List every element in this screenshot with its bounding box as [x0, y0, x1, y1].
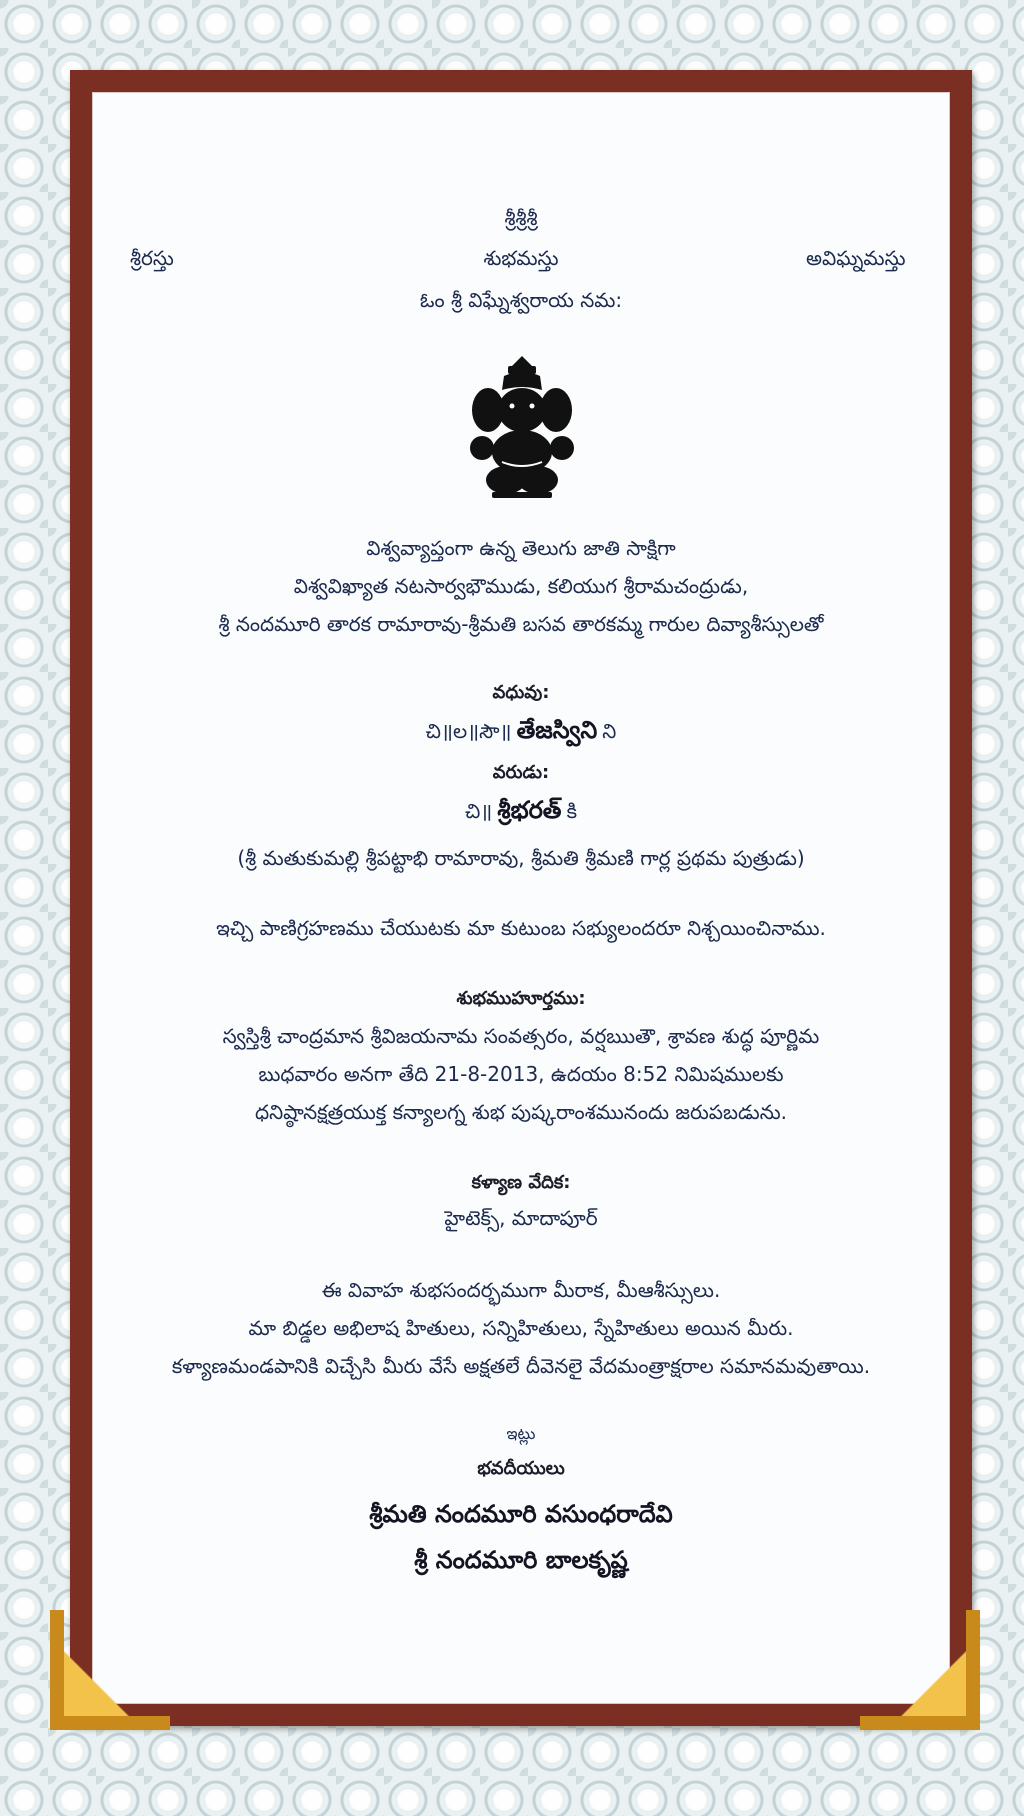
muhurtham-line-3: ధనిష్ఠానక్షత్రయుక్త కన్యాలగ్న శుభ పుష్కరాంశమునందు జరుపబడును. [254, 1100, 788, 1124]
decision-line: ఇచ్చి పాణిగ్రహణము చేయుటకు మా కుటుంబ సభ్యులందరూ నిశ్చయించినాము. [216, 916, 826, 940]
invocation: ఓం శ్రీ విఘ్నేశ్వరాయ నమ: [419, 288, 623, 312]
ganesha-icon [462, 352, 582, 502]
invitation-line-2: మా బిడ్డల అభిలాష హితులు, సన్నిహితులు, స్నేహితులు అయిన మీరు. [248, 1316, 794, 1340]
muhurtham-heading: శుభముహూర్తము: [456, 988, 586, 1009]
muhurtham-line-2: బుధవారం అనగా తేది 21-8-2013, ఉదయం 8:52 నిమిషములకు [258, 1062, 784, 1086]
host-name-2: శ్రీ నందమూరి బాలకృష్ణ [414, 1546, 628, 1574]
header-top: శ్రీశ్రీశ్రీ [504, 206, 538, 230]
bride-heading: వధువు: [492, 682, 550, 703]
invitation-line-1: ఈ వివాహ శుభసందర్భముగా మీరాక, మీఆశీస్సులు. [321, 1278, 721, 1302]
blessing-line-2: విశ్వవిఖ్యాత నటసార్వభౌముడు, కలియుగ శ్రీరామచంద్రుడు, [293, 574, 749, 598]
groom-name: శ్రీభరత్ [497, 796, 562, 824]
bride-line [92, 716, 950, 750]
gold-corner-bottom-left [50, 1610, 170, 1730]
header-center: శుభమస్తు [483, 246, 559, 270]
groom-prefix: చి॥ [464, 799, 493, 823]
host-name-1: శ్రీమతి నందమూరి వసుంధరాదేవి [369, 1500, 673, 1528]
muhurtham-line-1: స్వస్తిశ్రీ చాంద్రమాన శ్రీవిజయనామ సంవత్సరం, వర్షఋతౌ, శ్రావణ శుద్ధ పూర్ణిమ [222, 1024, 820, 1048]
header-left: శ్రీరస్తు [130, 246, 174, 270]
bride-name: తేజస్విని [516, 716, 598, 744]
blessing-line-3: శ్రీ నందమూరి తారక రామారావు-శ్రీమతి బసవ తారకమ్మ గారుల దివ్యాశీస్సులతో [218, 612, 824, 636]
groom-parents: (శ్రీ మతుకుమల్లి శ్రీపట్టాభి రామారావు, శ్రీమతి శ్రీమణి గార్ల ప్రథమ పుత్రుడు) [237, 846, 805, 870]
venue-heading: కళ్యాణ వేదిక: [471, 1172, 571, 1193]
invitation-line-3: కళ్యాణమండపానికి విచ్చేసి మీరు వేసే అక్షతలే దీవెనలై వేదమంత్రాక్షరాల సమానమవుతాయి. [171, 1354, 871, 1378]
groom-suffix: కి [566, 799, 578, 823]
groom-line [92, 796, 950, 830]
closing-itlu: ఇట్లు [506, 1424, 536, 1443]
bride-prefix: చి॥ల॥సౌ॥ [425, 719, 512, 743]
groom-heading: వరుడు: [492, 762, 550, 783]
closing-bhavadiyulu: భవదీయులు [477, 1458, 565, 1479]
gold-corner-bottom-right [860, 1610, 980, 1730]
venue-place: హైటెక్స్, మాదాపూర్ [444, 1206, 598, 1230]
blessing-line-1: విశ్వవ్యాప్తంగా ఉన్న తెలుగు జాతి సాక్షిగా [366, 536, 676, 560]
header-right: అవిఘ్నమస్తు [806, 246, 906, 270]
bride-suffix: ని [602, 719, 617, 743]
